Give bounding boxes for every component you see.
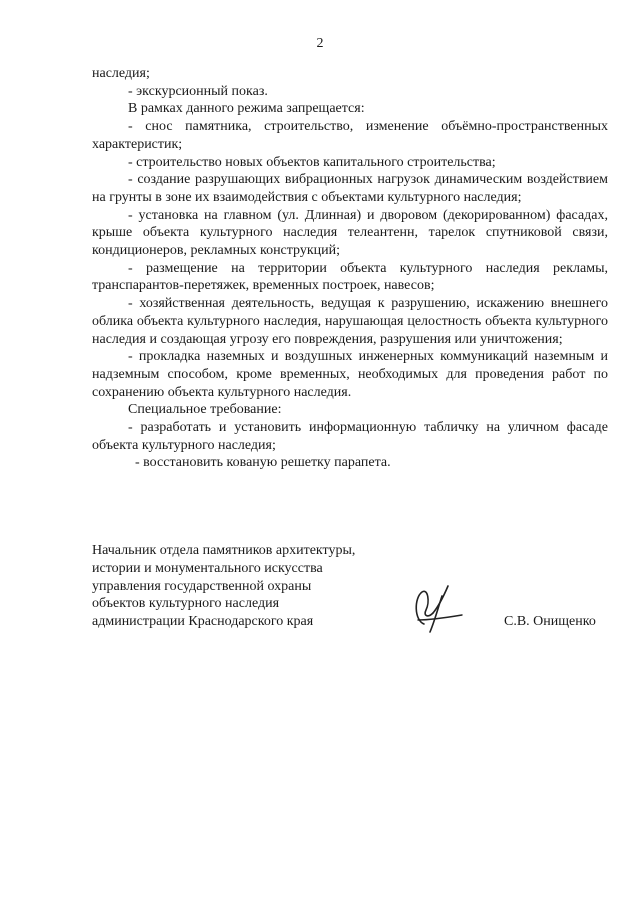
page-number: 2: [316, 36, 324, 51]
list-item: - восстановить кованую решетку парапета.: [135, 455, 391, 471]
list-item: - установка на главном (ул. Длинная) и дворовом (декорированном) фасадах, крыше объекта культурного наследия телеантенн, тарелок спутниковой связи, кондиционеров, рекламных конструкций;: [92, 207, 608, 259]
list-item: - строительство новых объектов капитального строительства;: [128, 154, 496, 170]
paragraph: наследия;: [92, 66, 150, 81]
list-item: - размещение на территории объекта культурного наследия рекламы, транспарантов-перетяжек, временных построек, навесов;: [92, 260, 608, 294]
signer-title-line: управления государственной охраны: [92, 578, 312, 594]
section-heading: Специальное требование:: [128, 402, 282, 418]
list-item: - хозяйственная деятельность, ведущая к разрушению, искажению внешнего облика объекта культурного наследия, нарушающая целостность объекта культурного наследия и создающая угрозу его повреждения, разрушения или уничтожения;: [92, 296, 608, 347]
signer-title-line: объектов культурного наследия: [92, 596, 280, 612]
handwritten-signature: [408, 580, 464, 636]
signer-title-line: истории и монументального искусства: [92, 560, 323, 576]
signer-title-line: администрации Краснодарского края: [92, 614, 314, 630]
signer-name: С.В. Онищенко: [504, 614, 596, 629]
list-item: - экскурсионный показ.: [128, 83, 268, 99]
list-item: - разработать и установить информационную табличку на уличном фасаде объекта культурного наследия;: [92, 420, 608, 453]
list-item: - прокладка наземных и воздушных инженерных коммуникаций наземным и надземным способом, кроме временных, необходимых для проведения работ по сохранению объекта культурного наследия.: [92, 349, 608, 400]
signer-title-line: Начальник отдела памятников архитектуры,: [92, 543, 356, 558]
list-item: - снос памятника, строительство, изменение объёмно-пространственных характеристик;: [92, 119, 608, 152]
signature-block: [92, 542, 608, 632]
list-item: - создание разрушающих вибрационных нагрузок динамическим воздействием на грунты в зоне их взаимодействия с объектами культурного наследия;: [92, 172, 608, 205]
document-body: [92, 65, 608, 472]
signer-title: [92, 542, 392, 631]
section-heading: В рамках данного режима запрещается:: [128, 101, 365, 117]
